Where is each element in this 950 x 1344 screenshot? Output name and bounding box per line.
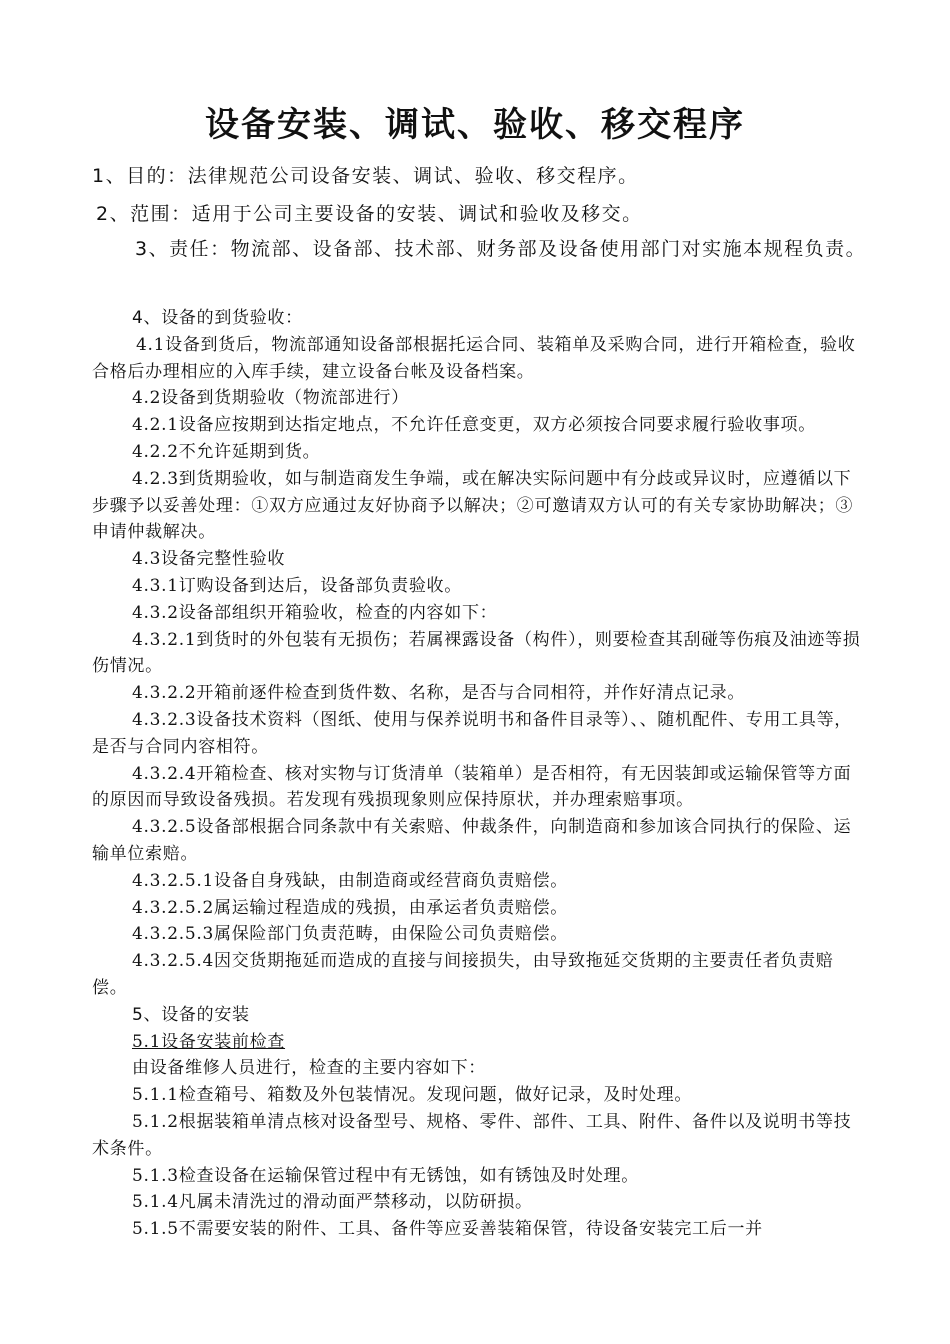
paragraph: 5.1.1检查箱号、箱数及外包装情况。发现问题，做好记录，及时处理。 xyxy=(132,1085,693,1106)
paragraph: 4.2.3到货期验收，如与制造商发生争端，或在解决实际问题中有分歧或异议时，应遵循以下步骤予以妥善处理：①双方应通过友好协商予以解决；②可邀请双方认可的有关专家协助解决；③申请仲裁解决。 xyxy=(92,468,854,543)
paragraph: 4.3.2.4开箱检查、核对实物与订货清单（装箱单）是否相符，有无因装卸或运输保管等方面的原因而导致设备残损。若发现有残损现象则应保持原状，并办理索赔事项。 xyxy=(92,763,852,811)
paragraph: 4.3.2.5.3属保险部门负责范畴，由保险公司负责赔偿。 xyxy=(132,924,568,945)
paragraph: 5.1.3检查设备在运输保管过程中有无锈蚀，如有锈蚀及时处理。 xyxy=(132,1165,639,1186)
paragraph: 4.3.2.5.1设备自身残缺，由制造商或经营商负责赔偿。 xyxy=(132,870,568,891)
paragraph: 4.3设备完整性验收 xyxy=(132,549,286,570)
paragraph: 4.3.2设备部组织开箱验收，检查的内容如下： xyxy=(132,602,498,623)
paragraph: 4.2.1设备应按期到达指定地点，不允许任意变更，双方必须按合同要求履行验收事项。 xyxy=(132,415,816,436)
responsibility-text: 物流部、设备部、技术部、财务部及设备使用部门对实施本规程负责。 xyxy=(230,238,867,260)
scope-line xyxy=(96,196,876,233)
document-body xyxy=(92,305,862,1243)
paragraph: 4.3.2.5.4因交货期拖延而造成的直接与间接损失，由导致拖延交货期的主要责任者负责赔偿。 xyxy=(92,951,834,998)
paragraph: 由设备维修人员进行，检查的主要内容如下： xyxy=(132,1058,486,1079)
paragraph: 4.2设备到货期验收（物流部进行） xyxy=(132,388,409,409)
paragraph: 5.1.4凡属未清洗过的滑动面严禁移动，以防研损。 xyxy=(132,1192,533,1213)
document-title: 设备安装、调试、验收、移交程序 xyxy=(205,105,745,145)
responsibility-label: 3、责任： xyxy=(135,238,231,260)
paragraph: 4.1设备到货后，物流部通知设备部根据托运合同、装箱单及采购合同，进行开箱检查，验收合格后办理相应的入库手续，建立设备台帐及设备档案。 xyxy=(92,334,856,382)
responsibility-line xyxy=(92,230,872,268)
paragraph: 4.3.2.3设备技术资料（图纸、使用与保养说明书和备件目录等）、、随机配件、专用工具等，是否与合同内容相符。 xyxy=(92,709,852,757)
paragraph: 5.1.5不需要安装的附件、工具、备件等应妥善装箱保管，待设备安装完工后一并 xyxy=(132,1219,763,1240)
section-heading: 4、设备的到货验收： xyxy=(132,308,303,328)
paragraph: 5.1.2根据装箱单清点核对设备型号、规格、零件、部件、工具、附件、备件以及说明书等技术条件。 xyxy=(92,1111,852,1159)
purpose-line xyxy=(92,158,872,195)
paragraph: 4.3.2.2开箱前逐件检查到货件数、名称，是否与合同相符，并作好清点记录。 xyxy=(132,683,746,704)
scope-text: 适用于公司主要设备的安装、调试和验收及移交。 xyxy=(191,203,643,225)
purpose-text: 法律规范公司设备安装、调试、验收、移交程序。 xyxy=(187,165,639,187)
scope-label: 2、范围： xyxy=(96,203,192,225)
paragraph: 4.3.1订购设备到达后，设备部负责验收。 xyxy=(132,575,462,596)
purpose-label: 1、目的： xyxy=(92,165,188,187)
paragraph: 4.3.2.1到货时的外包装有无损伤；若属裸露设备（构件），则要检查其刮碰等伤痕及油迹等损伤情况。 xyxy=(92,629,861,677)
section-heading: 5、设备的安装 xyxy=(132,1004,250,1025)
paragraph: 4.2.2不允许延期到货。 xyxy=(132,441,321,462)
paragraph: 4.3.2.5.2属运输过程造成的残损，由承运者负责赔偿。 xyxy=(132,897,568,918)
subsection-heading: 5.1设备安装前检查 xyxy=(132,1031,286,1052)
paragraph: 4.3.2.5设备部根据合同条款中有关索赔、仲裁条件，向制造商和参加该合同执行的保险、运输单位索赔。 xyxy=(92,817,852,864)
